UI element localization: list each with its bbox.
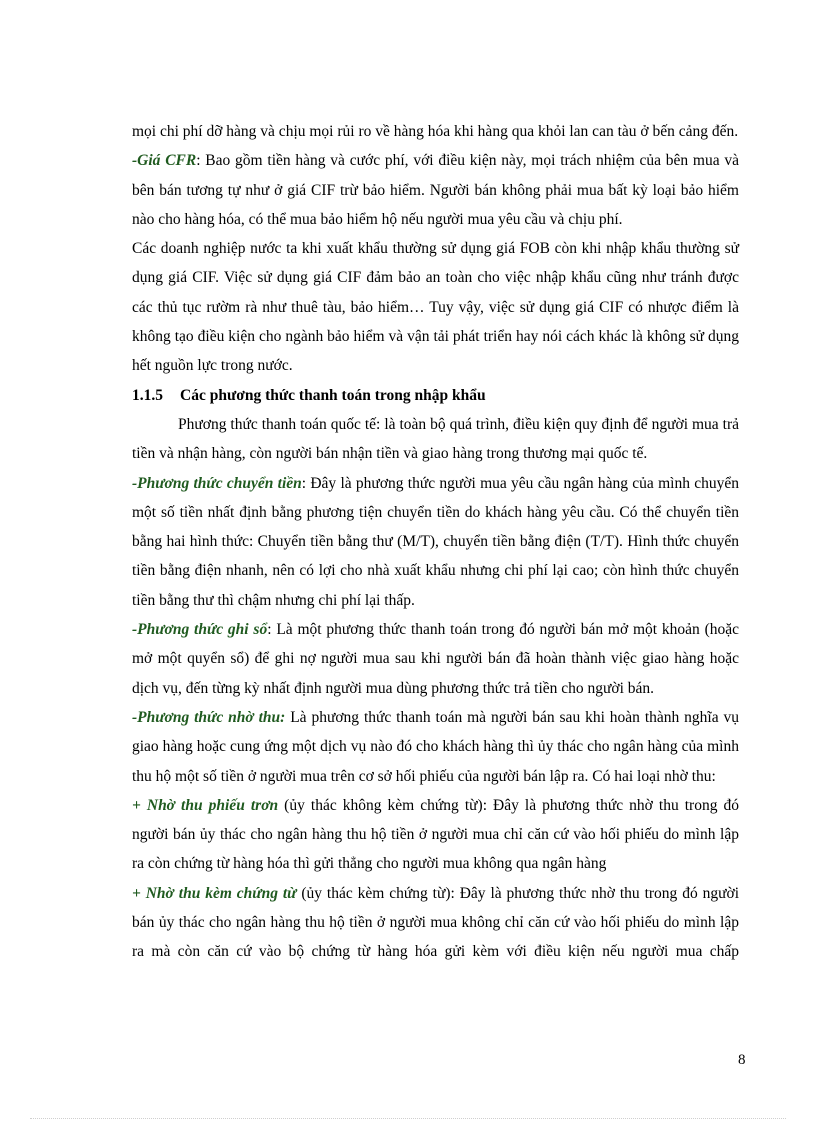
term-collection: -Phương thức nhờ thu: <box>132 708 286 726</box>
paragraph-clean-collection <box>132 791 739 879</box>
term-clean-collection: + Nhờ thu phiếu trơn <box>132 796 279 814</box>
paragraph-text: Là phương thức thanh toán mà người bán sau khi hoàn thành nghĩa vụ giao hàng hoặc cung ứng một dịch vụ nào đó cho khách hàng thì ủy thác cho ngân hàng của mình thu hộ một số tiền ở người mua trên cơ sở hối phiếu của người bán lập ra. Có hai loại nhờ thu: <box>132 708 740 785</box>
paragraph-text: : Bao gồm tiền hàng và cước phí, với điều kiện này, mọi trách nhiệm của bên mua và bên bán tương tự như ở giá CIF trừ bảo hiểm. Người bán không phải mua bất kỳ loại bảo hiểm nào cho hàng hóa, có thể mua bảo hiểm hộ nếu người mua yêu cầu và chịu phí. <box>132 152 740 228</box>
paragraph-continuation <box>132 117 739 146</box>
term-documentary-collection: + Nhờ thu kèm chứng từ <box>132 884 297 902</box>
term-transfer: -Phương thức chuyển tiền <box>132 474 302 492</box>
page-bottom-divider <box>30 1118 786 1119</box>
paragraph-text: Phương thức thanh toán quốc tế: là toàn bộ quá trình, điều kiện quy định để người mua trả tiền và nhận hàng, còn người bán nhận tiền và giao hàng trong thương mại quốc tế. <box>132 415 739 463</box>
paragraph-definition <box>132 410 739 469</box>
paragraph-collection <box>132 703 739 791</box>
paragraph-documentary-collection <box>132 879 739 967</box>
paragraph-text: mọi chi phí dỡ hàng và chịu mọi rủi ro về hàng hóa khi hàng qua khỏi lan can tàu ở bến cảng đến. <box>132 123 739 140</box>
section-number: 1.1.5 <box>132 386 163 404</box>
page-number: 8 <box>738 1052 746 1068</box>
paragraph-fob-cif <box>132 234 739 380</box>
paragraph-transfer <box>132 469 739 615</box>
section-heading <box>132 381 739 410</box>
section-title: Các phương thức thanh toán trong nhập khẩu <box>180 386 486 404</box>
page-content <box>132 117 739 967</box>
paragraph-cfr <box>132 146 739 234</box>
paragraph-text: (ủy thác kèm chứng từ): Đây là phương thức nhờ thu trong đó người bán ủy thác cho ngân hàng thu hộ tiền ở người mua không chỉ căn cứ vào hối phiếu do mình lập ra mà còn căn cứ vào bộ chứng từ hàng hóa gửi kèm với điều kiện nếu người mua chấp <box>132 884 739 961</box>
paragraph-text: (ủy thác không kèm chứng từ): Đây là phương thức nhờ thu trong đó người bán ủy thác cho ngân hàng thu hộ tiền ở người mua chỉ căn cứ vào hối phiếu do mình lập ra còn chứng từ hàng hóa thì gửi thẳng cho người mua không qua ngân hàng <box>132 796 739 873</box>
paragraph-text: : Là một phương thức thanh toán trong đó người bán mở một khoản (hoặc mở một quyển sổ) để ghi nợ người mua sau khi người bán đã hoàn thành việc giao hàng hoặc dịch vụ, đến từng kỳ nhất định người mua dùng phương thức trả tiền cho người bán. <box>132 621 739 697</box>
paragraph-text: Các doanh nghiệp nước ta khi xuất khẩu thường sử dụng giá FOB còn khi nhập khẩu thường sử dụng giá CIF. Việc sử dụng giá CIF đảm bảo an toàn cho việc nhập khẩu cũng như tránh được các thủ tục rườm rà như thuê tàu, bảo hiểm… Tuy vậy, việc sử dụng giá CIF có nhược điểm là không tạo điều kiện cho ngành bảo hiểm và vận tải phát triển hay nói cách khác là không sử dụng hết nguồn lực trong nước. <box>132 240 739 375</box>
term-cfr: -Giá CFR <box>132 152 197 170</box>
term-open-account: -Phương thức ghi sổ <box>132 621 268 639</box>
paragraph-open-account <box>132 615 739 703</box>
paragraph-text: : Đây là phương thức người mua yêu cầu ngân hàng của mình chuyển một số tiền nhất định bằng phương tiện chuyển tiền do khách hàng yêu cầu. Có thể chuyển tiền bằng hai hình thức: Chuyển tiền bằng thư (M/T), chuyển tiền bằng điện (T/T). Hình thức chuyển tiền bằng điện nhanh, nên có lợi cho nhà xuất khẩu nhưng chi phí lại cao; còn hình thức chuyển tiền bằng thư thì chậm nhưng chi phí lại thấp. <box>132 474 739 609</box>
